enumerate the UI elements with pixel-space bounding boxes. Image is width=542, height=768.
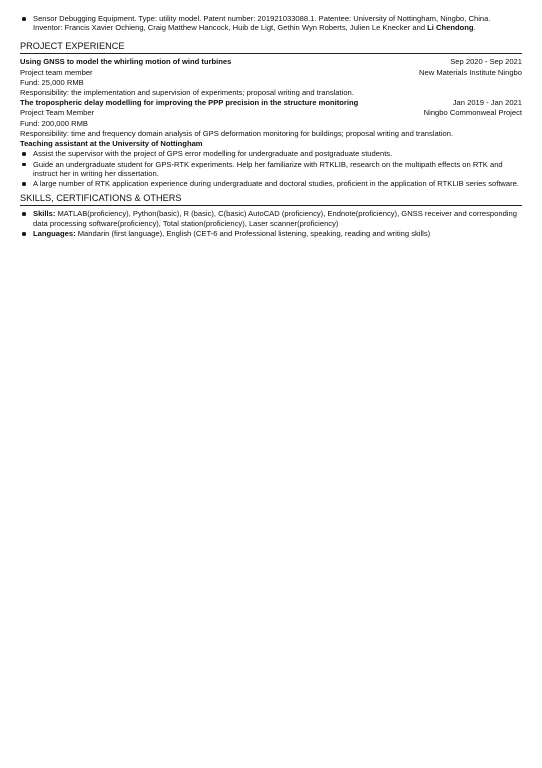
project-responsibility: Responsibility: time and frequency domain analysis of GPS deformation monitoring for buildings; proposal writing and translation. (20, 128, 454, 138)
teaching-bullet-text: A large number of RTK application experience during undergraduate and doctoral studies, proficient in the application of RTKLIB series software. (33, 179, 520, 189)
bullet-dot-icon (22, 212, 26, 216)
languages-label: Languages: (33, 229, 76, 239)
teaching-bullet (20, 160, 522, 178)
skills-item (20, 209, 522, 227)
project-responsibility: Responsibility: the implementation and supervision of experiments; proposal writing and translation. (20, 88, 354, 98)
project-org: Ningbo Commonweal Project (423, 108, 522, 118)
teaching-bullets (20, 149, 522, 188)
patent-end: . (473, 23, 476, 33)
patent-item (20, 14, 522, 32)
patent-author-bold: Li Chendong (427, 23, 474, 33)
project-item (20, 57, 522, 97)
project-item (20, 98, 522, 138)
project-dates: Jan 2019 - Jan 2021 (452, 98, 522, 108)
project-org: New Materials Institute Ningbo (419, 67, 522, 77)
patent-text: Sensor Debugging Equipment. Type: utility model. Patent number: 201921033088.1. Patentee: University of Nottingham, Ningbo, China. Inventor: Francis Xavier Ochieng, Craig Matthew Hancock, Huib de Ligt, Gethin Wyn Roberts, Julien Le Knecker and (33, 14, 491, 33)
project-title: The tropospheric delay modelling for improving the PPP precision in the structure monitoring (20, 98, 359, 108)
project-role: Project Team Member (20, 108, 95, 118)
bullet-dot-icon (22, 163, 26, 167)
project-role: Project team member (20, 67, 93, 77)
project-fund: Fund: 25,000 RMB (20, 77, 84, 87)
languages-item (20, 229, 522, 238)
resume-content (20, 14, 522, 239)
teaching-bullet-text: Guide an undergraduate student for GPS-RTK experiments. Help her familiarize with RTKLIB, research on the multipath effects on RTK and instruct her in writing her dissertation. (33, 159, 503, 178)
skills-label: Skills: (33, 209, 56, 219)
project-title: Using GNSS to model the whirling motion of wind turbines (20, 57, 232, 67)
project-fund: Fund: 200,000 RMB (20, 118, 88, 128)
bullet-dot-icon (22, 17, 26, 21)
section-title-projects: PROJECT EXPERIENCE (20, 41, 522, 54)
bullet-dot-icon (22, 232, 26, 236)
skills-text: MATLAB(proficiency), Python(basic), R (basic), C(basic) AutoCAD (proficiency), Endnote(proficiency), GNSS receiver and corresponding data processing software(proficiency), Total station(proficiency), Laser scanner(proficiency) (33, 209, 517, 228)
bullet-dot-icon (22, 152, 26, 156)
section-title-skills: SKILLS, CERTIFICATIONS & OTHERS (20, 193, 522, 206)
bullet-dot-icon (22, 182, 26, 186)
languages-text: Mandarin (first language), English (CET-6 and Professional listening, speaking, reading and writing skills) (75, 229, 431, 239)
teaching-bullet (20, 149, 522, 158)
patent-list (20, 14, 522, 32)
teaching-bullet (20, 179, 522, 188)
teaching-title: Teaching assistant at the University of Nottingham (20, 139, 203, 149)
project-dates: Sep 2020 - Sep 2021 (450, 57, 522, 67)
teaching-bullet-text: Assist the supervisor with the project of GPS error modelling for undergraduate and postgraduate students. (33, 149, 393, 159)
skills-list (20, 209, 522, 238)
